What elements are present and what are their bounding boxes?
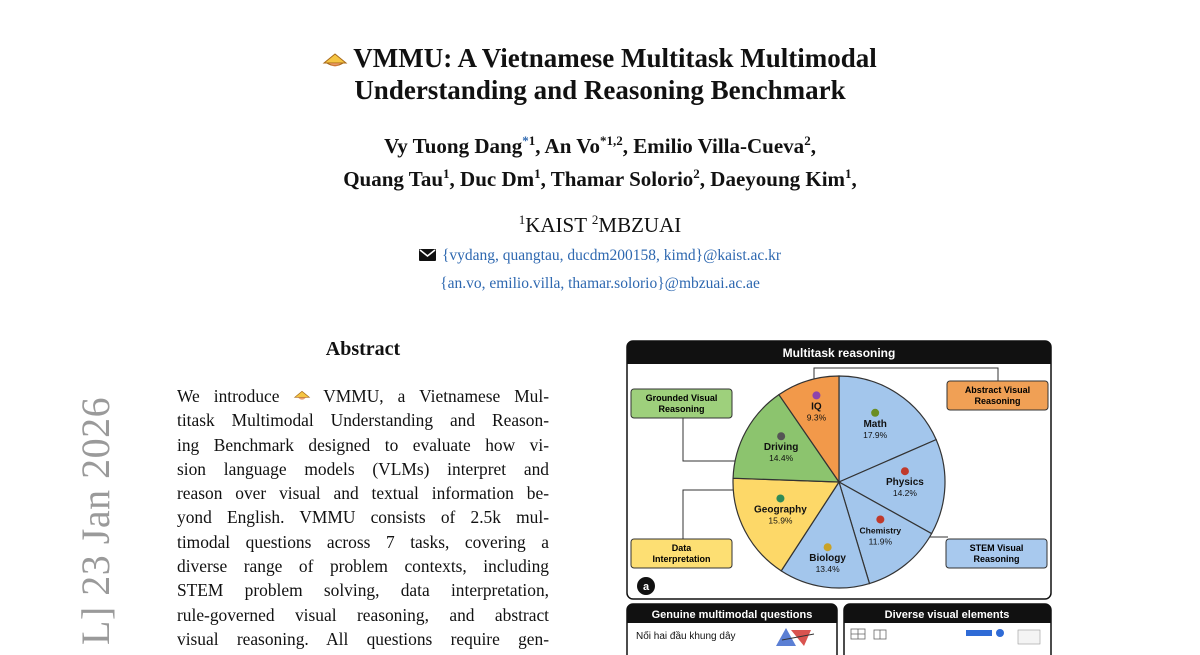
author-affil-sup: 2 [804, 133, 811, 148]
arxiv-stamp-text: L] 23 Jan 2026 [73, 396, 118, 645]
pie-chart [733, 376, 945, 588]
abstract-line: diverse range of problem contexts, including [177, 556, 549, 577]
pie-label-physics: Physics [886, 477, 924, 489]
title-text-1: VMMU: A Vietnamese Multitask Multimodal [353, 43, 877, 73]
author-affil-sup: 2 [693, 166, 700, 181]
author-list [200, 127, 1000, 193]
math-icon [871, 409, 879, 417]
abstract-line: visual reasoning. All questions require gen- [177, 628, 549, 649]
abstract-line: titask Multimodal Understanding and Reason- [177, 410, 549, 431]
driving-icon [777, 432, 785, 440]
abstract-line: rule-governed visual reasoning, and abstract [177, 604, 549, 625]
abstract-line: We introduce VMMU, a Vietnamese Mul- [177, 386, 550, 406]
abstract-line: timodal questions across 7 tasks, covering a [177, 531, 549, 552]
iq-icon [812, 391, 820, 399]
author-name: Thamar Solorio [550, 167, 694, 191]
affil-name: MBZUAI [598, 213, 682, 237]
title-line-1 [200, 42, 1000, 74]
affil-name: KAIST [525, 213, 587, 237]
author-affil-sup: *1,2 [600, 133, 623, 148]
equal-contrib-mark: * [522, 133, 529, 148]
abstract-line: sion language models (VLMs) interpret and [177, 458, 549, 479]
author-name: Vy Tuong Dang [384, 134, 523, 158]
callout-data-line2: Interpretation [652, 554, 711, 564]
pie-label-chemistry: Chemistry [859, 525, 902, 536]
title-line-2: Understanding and Reasoning Benchmark [354, 75, 846, 105]
author-name: Daeyoung Kim [710, 167, 846, 191]
author-name: Duc Dm [460, 167, 535, 191]
paper-title [200, 42, 1000, 106]
email-link-mbzuai[interactable]: {an.vo, emilio.villa, thamar.solorio}@mbzuai.ac.ae [440, 275, 760, 292]
pie-value-geography: 15.9% [768, 515, 793, 526]
pie-label-driving: Driving [763, 442, 799, 454]
email-line-2 [200, 275, 1000, 293]
abstract-line: yond English. VMMU consists of 2.5k mul- [177, 507, 549, 528]
pie-label-iq: IQ [811, 401, 822, 413]
abstract-line: STEM problem solving, data interpretation, [177, 580, 549, 601]
pie-value-driving: 14.4% [769, 453, 794, 464]
email-link-kaist[interactable]: {vydang, quangtau, ducdm200158, kimd}@kaist.ac.kr [441, 247, 782, 264]
author-affil-sup: 1 [845, 166, 852, 181]
author-line-2: Quang Tau$^1$, Duc Dm$^1$, Thamar Solorio$^2$, Daeyoung Kim$^1$, [343, 166, 857, 191]
pie-value-iq: 9.3% [806, 412, 827, 423]
pie-label-math: Math [863, 418, 887, 430]
figure-multitask [626, 340, 1052, 648]
abstract-line: reason over visual and textual information be- [177, 483, 549, 504]
figure-header-text: Multitask reasoning [782, 346, 896, 360]
pie-value-chemistry: 11.9% [868, 536, 893, 547]
affil-sup: 1 [518, 212, 526, 227]
author-affil-sup: 1 [534, 166, 541, 181]
author-affil-sup: 1 [528, 133, 536, 148]
envelope-icon [419, 249, 436, 261]
bottom-left-header: Genuine multimodal questions [651, 609, 813, 621]
callout-stem-line2: Reasoning [973, 554, 1020, 564]
pie-value-physics: 14.2% [892, 488, 917, 499]
author-affil-sup: 1 [443, 166, 450, 181]
pie-label-biology: Biology [809, 553, 846, 565]
conical-hat-icon [323, 52, 347, 70]
arxiv-side-stamp [28, 395, 118, 655]
author-name: Emilio Villa-Cueva [633, 134, 805, 158]
affil-sup: 2 [591, 212, 599, 227]
abstract-heading: Abstract [325, 338, 401, 360]
pie-label-geography: Geography [754, 504, 807, 516]
bottom-left-question: Nối hai đầu khung dây [636, 631, 736, 642]
callout-abstract-line2: Reasoning [974, 396, 1021, 406]
chemistry-icon [876, 515, 884, 523]
conical-hat-icon [294, 390, 310, 402]
author-line-1: Vy Tuong Dang$^{*1}$, An Vo$^{*1,2}$, Emilio Villa-Cueva$^2$, [384, 133, 816, 158]
abstract-line: ing Benchmark designed to evaluate how vi- [177, 434, 549, 455]
callout-grounded-line1: Grounded Visual [645, 393, 718, 403]
figure-svg [626, 340, 1052, 648]
callout-stem-line1: STEM Visual [969, 543, 1024, 553]
pie-value-biology: 13.4% [815, 564, 840, 575]
callout-grounded-line2: Reasoning [658, 404, 705, 414]
abstract-body [177, 384, 549, 651]
affiliations [200, 212, 1000, 238]
email-line-1 [200, 247, 1000, 265]
pie-value-math: 17.9% [863, 429, 888, 440]
callout-abstract-line1: Abstract Visual [964, 385, 1031, 395]
author-name: An Vo [544, 134, 600, 158]
biology-icon [824, 543, 832, 551]
callout-data-line1: Data [671, 543, 692, 553]
physics-icon [901, 467, 909, 475]
panel-badge-label: a [642, 581, 650, 593]
bottom-right-header: Diverse visual elements [884, 609, 1010, 621]
author-name: Quang Tau [343, 167, 444, 191]
geography-icon [776, 494, 784, 502]
